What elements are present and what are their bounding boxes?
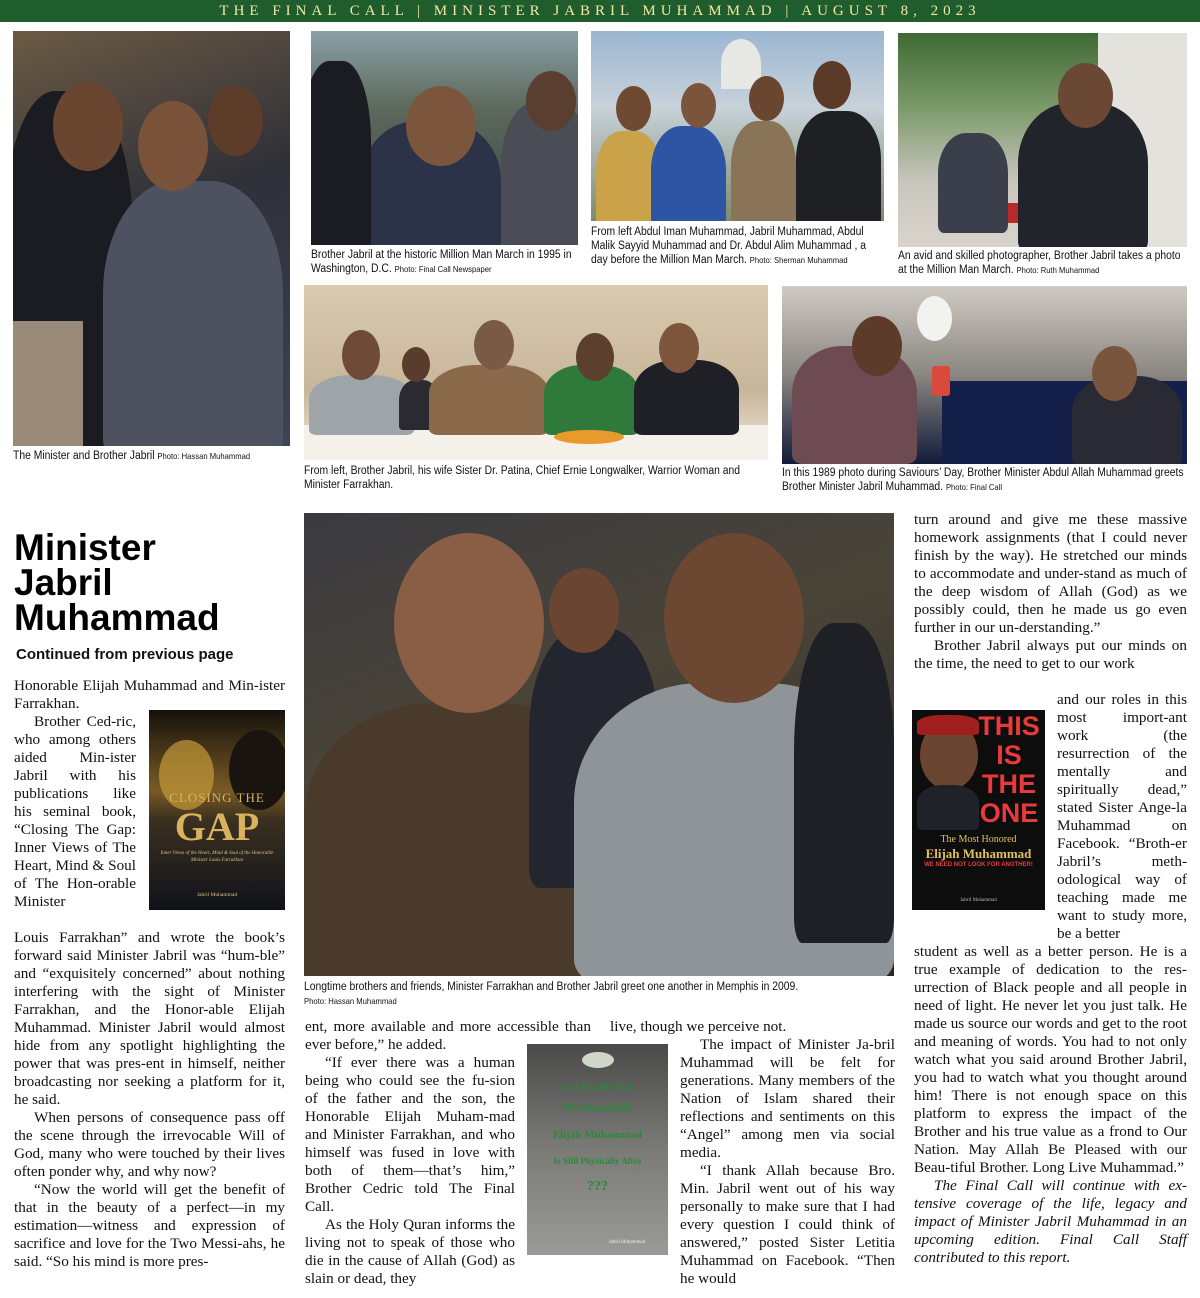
photo-credit: Photo: Sherman Muhammad [749, 255, 848, 265]
photo-minister-and-jabril [13, 31, 290, 446]
photo-memphis-2009 [304, 513, 894, 976]
caption-text: The Minister and Brother Jabril [13, 450, 155, 462]
book-cover-this-is-the-one [912, 710, 1045, 910]
book-title-the: THE [982, 769, 1036, 799]
book-line-1: Is It Possible That [562, 1082, 633, 1092]
book-line-5: ??? [587, 1179, 608, 1194]
book-author: Jabril Muhammad [196, 892, 238, 898]
book-line-4: Is Still Physically Alive [553, 1156, 642, 1166]
book-sub-1: The Most Honored [940, 834, 1017, 845]
book-author: Jabril Muhammad [608, 1240, 646, 1245]
caption-photo-5 [304, 464, 768, 492]
photo-credit: Photo: Final Call [945, 482, 1003, 492]
article-column-1-bottom [14, 929, 285, 1271]
book-sub-2: Elijah Muhammad [925, 846, 1032, 861]
book-title-this: THIS [978, 711, 1040, 741]
book-subtitle: Inner Views of the Heart, Mind & Soul of the Honorable Minister Louis Farrakhan [160, 851, 274, 863]
continued-subhead: Continued from previous page [16, 646, 234, 663]
book-line-2: The Honorable [561, 1102, 634, 1114]
photo-five-at-table [304, 285, 768, 460]
article-column-4-bottom [914, 943, 1187, 1267]
paragraph: Louis Farrakhan” and wrote the book’s forward said Minister Jabril was “hum-ble” and “exquisitely concerned” about nothing interfering with the sight of Minister Farrakhan, and the Honor-able Elijah Muhammad. Minister Jabril would almost hide from any spotlight highlighting the power that was pres-ent in himself, neither broadcasting nor seeking a platform for it, he said. [14, 929, 285, 1108]
caption-photo-3 [591, 225, 884, 267]
article-column-3-top [610, 1018, 895, 1036]
photo-credit: Photo: Final Call Newspaper [394, 264, 492, 274]
caption-photo-7 [304, 980, 880, 1008]
photo-credit: Photo: Ruth Muhammad [1016, 265, 1100, 275]
headline-line-3: Muhammad [14, 597, 220, 638]
caption-text: Brother Jabril at the historic Million Man March in 1995 in Washington, D.C. [311, 249, 572, 275]
article-headline [14, 527, 220, 638]
photo-credit: Photo: Hassan Muhammad [157, 451, 251, 461]
paragraph: live, though we perceive not. [610, 1018, 787, 1035]
caption-photo-2 [311, 248, 577, 276]
book-title-one: ONE [979, 798, 1039, 828]
caption-text: From left, Brother Jabril, his wife Sister Dr. Patina, Chief Ernie Longwalker, Warrior Woman and Minister Farrakhan. [304, 465, 741, 491]
paragraph: When persons of consequence pass off the scene through the irrevocable Will of God, many who were touched by their lives often ponder why, and why now? [14, 1109, 285, 1180]
article-column-3 [680, 1036, 895, 1288]
caption-text: From left Abdul Iman Muhammad, Jabril Muhammad, Abdul Malik Sayyid Muhammad and Dr. Abdul Alim Muhammad , a day before the Million Man March. [591, 226, 866, 266]
article-column-2-top [305, 1018, 591, 1054]
article-column-1-wrap [14, 713, 136, 911]
paragraph: turn around and give me these massive homework assignments (that I could never finish by the way). He stretched our minds to accommodate and under-stand as much of the deep wisdom of Allah (God) as we possibly could, then he made us go even further in our un-derstanding.” [914, 511, 1187, 636]
paragraph: “Now the world will get the benefit of that in the beauty of a perfect—in my estimation—witness and expression of sacrifice and love for the Two Messi-ahs, he said. “So his mind is more pres- [14, 1181, 285, 1270]
paragraph: student as well as a better person. He is a true example of dedication to the res-urrection of Black people and all people in need of light. He never let you just talk. He made us source our words and get to the root and meaning of words. You had to not only watch what you said around Brother Jabril, you had to watch what you thought around him! There is not enough space on this platform to express the impact of the Brother and his true value as a frond to Our Nation. May Allah Be Pleased with our Beau-tiful Brother. Long Live Muhammad.” [914, 943, 1187, 1176]
photo-million-man-march [311, 31, 578, 245]
paragraph: “I thank Allah because Bro. Min. Jabril went out of his way personally to make sure that I had every question I could think of answered,” posted Sister Letitia Muhammad on Facebook. “Then he would [680, 1162, 895, 1287]
photo-four-men-capitol [591, 31, 884, 221]
paragraph: Honorable Elijah Muhammad and Min-ister Farrakhan. [14, 677, 285, 712]
article-column-2 [305, 1054, 515, 1288]
caption-photo-4 [898, 249, 1186, 277]
photo-saviours-day-1989 [782, 286, 1187, 464]
paragraph: As the Holy Quran informs the living not to speak of those who die in the cause of Allah (God) as slain or dead, they [305, 1216, 515, 1287]
book-title-is: IS [996, 740, 1022, 770]
headline-line-2: Jabril [14, 562, 113, 603]
caption-text: An avid and skilled photographer, Brother Jabril takes a photo at the Million Man March. [898, 250, 1181, 276]
paragraph: and our roles in this most import-ant work (the resurrection of the mentally and spiritually dead,” stated Sister Ange-la Muhammad on Facebook. “Broth-er Jabril’s meth-odological way of teaching made me want to study more, be a better [1057, 691, 1187, 942]
caption-photo-1 [13, 449, 283, 463]
book-title-line-2: GAP [174, 804, 260, 849]
article-column-4-top [914, 511, 1187, 673]
photo-jabril-photographer [898, 33, 1187, 247]
book-sub-3: WE NEED NOT LOOK FOR ANOTHER! [924, 862, 1033, 868]
headline-line-1: Minister [14, 527, 156, 568]
book-title-line-1: CLOSING THE [169, 790, 265, 805]
book-line-3: Elijah Muhammad [552, 1129, 643, 1141]
article-column-4-wrap [1057, 691, 1187, 943]
book-cover-still-physically-alive [527, 1044, 668, 1255]
paragraph: The impact of Minister Ja-bril Muhammad will be felt for generations. Many members of the Nation of Islam shared their reflections and sentiments on this “Angel” among men via social media. [680, 1036, 895, 1161]
closing-note: The Final Call will continue with ex-tensive coverage of the life, legacy and impact of Minister Jabril Muhammad in an upcoming edition. Final Call Staff contributed to this report. [914, 1177, 1187, 1266]
article-column-1-top [14, 677, 285, 713]
photo-credit: Photo: Hassan Muhammad [304, 996, 397, 1006]
caption-photo-6 [782, 466, 1187, 494]
caption-text: In this 1989 photo during Saviours’ Day, Brother Minister Abdul Allah Muhammad greets Brother Minister Jabril Muhammad. [782, 467, 1184, 493]
paragraph: ent, more available and more accessible than ever before,” he added. [305, 1018, 591, 1053]
paragraph: “If ever there was a human being who could see the fu-sion of the father and the son, the Honorable Elijah Muham-mad and Minister Farrakhan, and who himself was fused in love with both of them—that’s him,” Brother Cedric told The Final Call. [305, 1054, 515, 1215]
book-cover-closing-the-gap [149, 710, 285, 910]
book-author: Jabril Muhammad [960, 898, 997, 903]
caption-text: Longtime brothers and friends, Minister Farrakhan and Brother Jabril greet one another in Memphis in 2009. [304, 981, 799, 993]
publication-banner: THE FINAL CALL | MINISTER JABRIL MUHAMMAD | AUGUST 8, 2023 [0, 0, 1200, 22]
paragraph: Brother Ced-ric, who among others aided Min-ister Jabril with his publications like his seminal book, “Closing The Gap: Inner Views of The Heart, Mind & Soul of The Hon-orable Minister [14, 713, 136, 910]
paragraph: Brother Jabril always put our minds on the time, the need to get to our work [914, 637, 1187, 672]
